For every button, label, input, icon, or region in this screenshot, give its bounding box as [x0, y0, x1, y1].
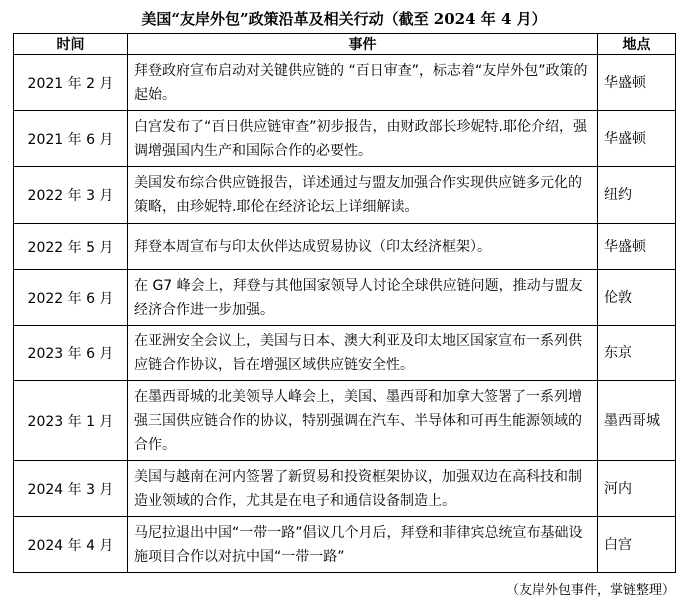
- row-time: 2024 年 3 月: [14, 461, 128, 517]
- table-row: [14, 381, 676, 461]
- row-time: 2022 年 5 月: [14, 224, 128, 270]
- row-event: 拜登政府宣布启动对关键供应链的 “百日审查”，标志着“友岸外包”政策的起始。: [128, 55, 598, 111]
- row-place: 华盛顿: [598, 224, 676, 270]
- row-place: 华盛顿: [598, 111, 676, 167]
- policy-timeline-table: [13, 33, 676, 573]
- header-time: 时间: [14, 34, 128, 55]
- row-time: 2023 年 6 月: [14, 326, 128, 381]
- row-event: 美国发布综合供应链报告，详述通过与盟友加强合作实现供应链多元化的策略，由珍妮特.耶伦在经济论坛上详细解读。: [128, 167, 598, 224]
- table-row: [14, 517, 676, 573]
- row-place: 纽约: [598, 167, 676, 224]
- row-event: 马尼拉退出中国“一带一路”倡议几个月后，拜登和菲律宾总统宣布基础设施项目合作以对抗中国“一带一路”: [128, 517, 598, 573]
- row-time: 2021 年 6 月: [14, 111, 128, 167]
- row-event: 白宫发布了“百日供应链审查”初步报告，由财政部长珍妮特.耶伦介绍，强调增强国内生产和国际合作的必要性。: [128, 111, 598, 167]
- table-title: 美国“友岸外包”政策沿革及相关行动（截至 2024 年 4 月）: [141, 10, 547, 28]
- table-row: [14, 326, 676, 381]
- source-note: （友岸外包事件，掌链整理）: [505, 583, 675, 598]
- table-row: [14, 111, 676, 167]
- table-row: [14, 270, 676, 326]
- row-event: 美国与越南在河内签署了新贸易和投资框架协议，加强双边在高科技和制造业领域的合作，尤其是在电子和通信设备制造上。: [128, 461, 598, 517]
- table-header-row: [14, 34, 676, 55]
- row-time: 2022 年 3 月: [14, 167, 128, 224]
- row-place: 墨西哥城: [598, 381, 676, 461]
- table-row: [14, 55, 676, 111]
- row-place: 华盛顿: [598, 55, 676, 111]
- row-event: 在墨西哥城的北美领导人峰会上，美国、墨西哥和加拿大签署了一系列增强三国供应链合作的协议，特别强调在汽车、半导体和可再生能源领域的合作。: [128, 381, 598, 461]
- row-event: 在 G7 峰会上，拜登与其他国家领导人讨论全球供应链问题，推动与盟友经济合作进一步加强。: [128, 270, 598, 326]
- row-time: 2022 年 6 月: [14, 270, 128, 326]
- policy-table-container: [13, 6, 675, 573]
- header-place: 地点: [598, 34, 676, 55]
- row-place: 东京: [598, 326, 676, 381]
- row-event: 在亚洲安全会议上，美国与日本、澳大利亚及印太地区国家宣布一系列供应链合作协议，旨在增强区域供应链安全性。: [128, 326, 598, 381]
- header-event: 事件: [128, 34, 598, 55]
- row-event: 拜登本周宣布与印太伙伴达成贸易协议（印太经济框架）。: [128, 224, 598, 270]
- table-row: [14, 167, 676, 224]
- table-row: [14, 224, 676, 270]
- row-place: 河内: [598, 461, 676, 517]
- row-time: 2021 年 2 月: [14, 55, 128, 111]
- row-time: 2023 年 1 月: [14, 381, 128, 461]
- row-place: 伦敦: [598, 270, 676, 326]
- row-time: 2024 年 4 月: [14, 517, 128, 573]
- row-place: 白宫: [598, 517, 676, 573]
- table-row: [14, 461, 676, 517]
